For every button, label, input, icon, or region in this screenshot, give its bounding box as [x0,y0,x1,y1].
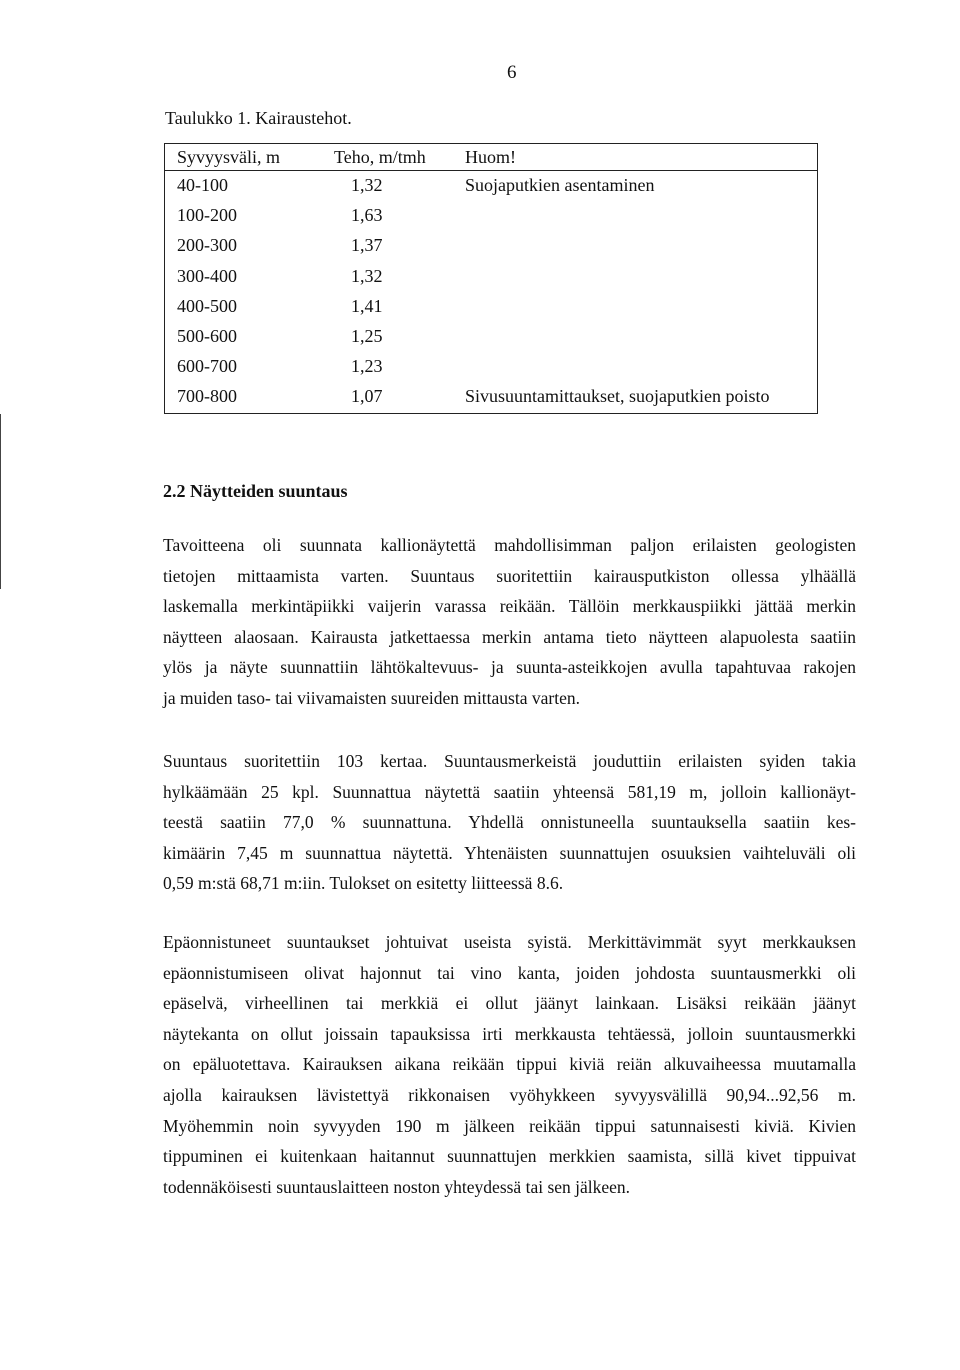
depth-cell: 600-700 [177,356,237,377]
section-heading: 2.2 Näytteiden suuntaus [163,481,348,501]
table-row [165,205,817,233]
text-line: kimäärin 7,45 m suunnattua näytettä. Yhtenäisten suunnattujen osuuksien vaihteluväli oli [163,842,856,863]
table-row [165,386,817,414]
text-line: Myöhemmin noin syvyyden 190 m jälkeen reikään tippui satunnaisesti kiviä. Kivien [163,1115,856,1136]
table-row [165,356,817,384]
text-line: ylös ja näyte suunnattiin lähtökaltevuus- ja suunta-asteikkojen avulla tapahtuvaa rakojen [163,657,856,678]
text-line: ja muiden taso- tai viivamaisten suureiden mittausta varten. [163,687,580,708]
text-line: Suuntaus suoritettiin 103 kertaa. Suuntausmerkeistä jouduttiin erilaisten syiden takia [163,751,856,771]
note-cell: Sivusuuntamittaukset, suojaputkien poisto [465,386,770,407]
text-line: on epäluotettava. Kairauksen aikana reikään tippui kiviä reiän alkuvaiheessa muutamalla [163,1054,856,1075]
text-line: 0,59 m:stä 68,71 m:iin. Tulokset on esitetty liitteessä 8.6. [163,873,564,894]
table-row [165,175,817,203]
rate-cell: 1,32 [351,175,383,195]
text-line: tippuminen ei kuitenkaan haitannut suunnattujen merkkien saamista, sillä kivet tippuivat [163,1146,856,1167]
text-line: näytteen alaosaan. Kairausta jatkettaessa merkin antama tieto näytteen alapuolesta saatiin [163,626,856,647]
rate-cell: 1,23 [351,356,383,377]
paragraph-3 [163,927,856,1202]
text-line: todennäköisesti suuntauslaitteen noston yhteydessä tai sen jälkeen. [163,1176,631,1197]
text-line: laskemalla merkintäpiikki vaijerin varassa reikään. Tällöin merkkauspiikki jättää merkin [163,596,856,617]
depth-cell: 300-400 [177,265,237,286]
text-line: teestä saatiin 77,0 % suunnattuna. Yhdellä onnistuneella suuntauksella saatiin kes- [163,812,856,833]
rate-cell: 1,32 [351,265,383,286]
depth-cell: 200-300 [177,235,237,256]
text-line: näytekanta on ollut joissain tapauksissa irti merkkausta tehtäessä, jolloin suuntausmerkki [163,1023,856,1044]
text-line: tietojen mittaamista varten. Suuntaus suoritettiin kairausputkiston ollessa ylhäällä [163,565,856,586]
rate-cell: 1,37 [351,235,383,256]
depth-cell: 40-100 [177,175,228,195]
text-line: ajolla kairauksen lävistettyä rikkonaisen vyöhykkeen syvyysvälillä 90,94...92,56 m. [163,1084,856,1105]
scan-edge-line [0,414,1,589]
header-rate: Teho, m/tmh [334,147,426,167]
text-line: hylkäämään 25 kpl. Suunnattua näytettä saatiin yhteensä 581,19 m, jolloin kallionäyt- [163,781,856,802]
table-header-rule [165,170,817,171]
rate-cell: 1,25 [351,326,383,346]
rate-cell: 1,07 [351,386,383,407]
paragraph-2 [163,746,856,899]
table-row [165,266,817,294]
drilling-rate-table [164,143,818,414]
depth-cell: 500-600 [177,326,237,346]
text-line: Tavoitteena oli suunnata kallionäytettä mahdollisimman paljon erilaisten geologisten [163,535,856,555]
rate-cell: 1,41 [351,295,383,316]
depth-cell: 400-500 [177,295,237,316]
page-number: 6 [507,62,517,83]
depth-cell: 700-800 [177,386,237,407]
rate-cell: 1,63 [351,205,383,226]
header-note: Huom! [465,147,516,167]
paragraph-1 [163,530,856,714]
text-line: epäonnistumiseen olivat hajonnut tai vino kanta, joiden johdosta suuntausmerkki oli [163,962,856,983]
table-row [165,326,817,354]
note-cell: Suojaputkien asentaminen [465,175,655,195]
depth-cell: 100-200 [177,205,237,226]
header-depth: Syvyysväli, m [177,147,281,167]
text-line: epäselvä, virheellinen tai merkkiä ei ollut jäänyt lainkaan. Lisäksi reikään jäänyt [163,993,856,1014]
text-line: Epäonnistuneet suuntaukset johtuivat useista syistä. Merkittävimmät syyt merkkauksen [163,932,856,952]
table-row [165,235,817,263]
table-row [165,296,817,324]
table-caption: Taulukko 1. Kairaustehot. [165,108,352,128]
